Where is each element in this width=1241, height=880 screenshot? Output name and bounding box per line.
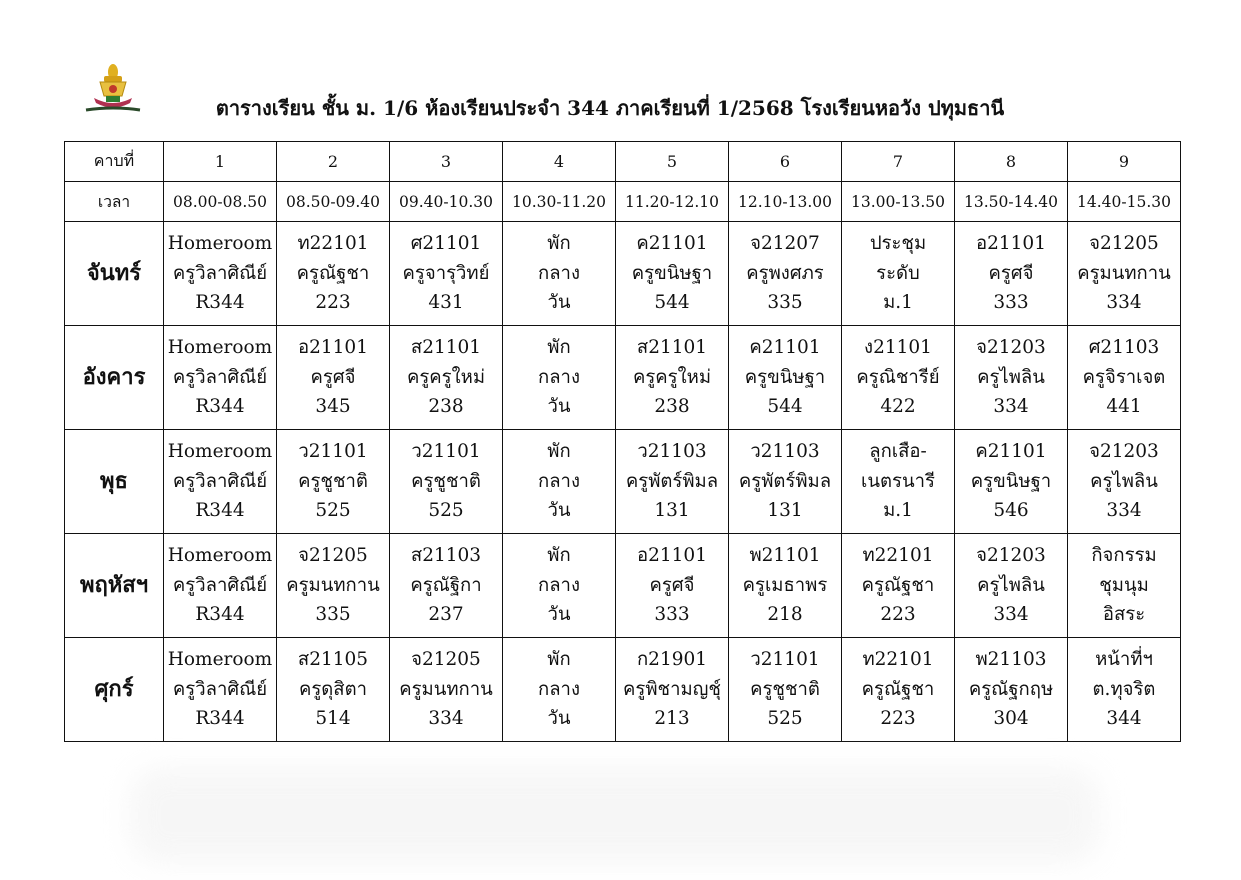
subject-line: ว21103 (750, 441, 820, 463)
teacher-line: ชุมนุม (1099, 574, 1149, 596)
day-name: จันทร์ (65, 222, 164, 326)
time-header-label: เวลา (65, 182, 164, 222)
subject-line: ง21101 (864, 337, 932, 359)
teacher-line: ครูไพลิน (1090, 470, 1158, 492)
teacher-line: กลาง (538, 678, 580, 700)
room-line: 238 (654, 396, 690, 418)
schedule-cell (1068, 326, 1181, 430)
subject-line: Homeroom (167, 649, 273, 671)
subject-line: ส21101 (636, 337, 708, 359)
time-slot: 09.40-10.30 (390, 182, 503, 222)
teacher-line: ระดับ (876, 262, 920, 284)
subject-line: ค21101 (636, 233, 708, 255)
subject-line: พัก (547, 545, 571, 567)
time-slot: 08.50-09.40 (277, 182, 390, 222)
subject-line: ว21101 (750, 649, 820, 671)
room-line: ม.1 (883, 500, 913, 522)
teacher-line: ครูวิลาศิณีย์ (172, 470, 268, 492)
subject-line: หน้าที่ฯ (1095, 649, 1153, 671)
period-number: 3 (390, 142, 503, 182)
schedule-cell (503, 534, 616, 638)
room-line: 334 (1106, 292, 1142, 314)
room-line: 131 (654, 500, 690, 522)
schedule-cell (616, 534, 729, 638)
schedule-cell (729, 326, 842, 430)
room-line: วัน (547, 500, 571, 522)
page-title: ตารางเรียน ชั้น ม. 1/6 ห้องเรียนประจำ 344 ภาคเรียนที่ 1/2568 โรงเรียนหอวัง ปทุมธานี (215, 96, 1005, 120)
time-slot: 13.00-13.50 (842, 182, 955, 222)
schedule-cell (955, 326, 1068, 430)
room-line: 304 (993, 708, 1029, 730)
subject-line: อ21101 (976, 233, 1046, 255)
room-line: 334 (428, 708, 464, 730)
subject-line: พัก (547, 441, 571, 463)
subject-line: ท22101 (862, 545, 934, 567)
teacher-line: ครูมนทกาน (399, 678, 493, 700)
teacher-line: ครูเมธาพร (742, 574, 828, 596)
schedule-cell (277, 638, 390, 742)
teacher-line: ครูศจี (310, 366, 356, 388)
teacher-line: ครูขนิษฐา (744, 366, 826, 388)
subject-line: ท22101 (297, 233, 369, 255)
teacher-line: กลาง (538, 366, 580, 388)
schedule-cell (164, 638, 277, 742)
subject-line: ค21101 (749, 337, 821, 359)
day-name: พุธ (65, 430, 164, 534)
teacher-line: ครูไพลิน (977, 574, 1045, 596)
subject-line: อ21101 (637, 545, 707, 567)
subject-line: Homeroom (167, 233, 273, 255)
subject-line: ศ21101 (410, 233, 482, 255)
teacher-line: ครูจิราเจต (1082, 366, 1166, 388)
room-line: 237 (428, 604, 464, 626)
day-row (65, 430, 1181, 534)
schedule-cell (842, 326, 955, 430)
schedule-cell (616, 430, 729, 534)
subject-line: Homeroom (167, 545, 273, 567)
room-line: 525 (315, 500, 351, 522)
period-number: 6 (729, 142, 842, 182)
teacher-line: ครูชูชาติ (298, 470, 368, 492)
teacher-line: ครูวิลาศิณีย์ (172, 574, 268, 596)
room-line: วัน (547, 292, 571, 314)
room-line: 333 (993, 292, 1029, 314)
teacher-line: ครูวิลาศิณีย์ (172, 678, 268, 700)
time-row (65, 182, 1181, 222)
room-line: 334 (993, 604, 1029, 626)
time-slot: 12.10-13.00 (729, 182, 842, 222)
time-slot: 11.20-12.10 (616, 182, 729, 222)
teacher-line: ครูศจี (988, 262, 1034, 284)
schedule-cell (164, 534, 277, 638)
subject-line: Homeroom (167, 337, 273, 359)
schedule-cell (1068, 638, 1181, 742)
subject-line: จ21205 (1089, 233, 1159, 255)
day-name: ศุกร์ (65, 638, 164, 742)
time-slot: 10.30-11.20 (503, 182, 616, 222)
day-row (65, 222, 1181, 326)
schedule-cell (842, 222, 955, 326)
room-line: 218 (767, 604, 803, 626)
schedule-cell (277, 326, 390, 430)
room-line: 223 (880, 708, 916, 730)
schedule-cell (164, 430, 277, 534)
room-line: 431 (428, 292, 464, 314)
schedule-cell (503, 430, 616, 534)
subject-line: พัก (547, 233, 571, 255)
period-number: 8 (955, 142, 1068, 182)
teacher-line: ครูจารุวิทย์ (402, 262, 490, 284)
period-number: 7 (842, 142, 955, 182)
subject-line: จ21207 (750, 233, 820, 255)
schedule-cell (842, 638, 955, 742)
room-line: อิสระ (1102, 604, 1146, 626)
period-number: 4 (503, 142, 616, 182)
teacher-line: ครูชูชาติ (411, 470, 481, 492)
teacher-line: ครูณัฐชา (861, 678, 935, 700)
teacher-line: กลาง (538, 470, 580, 492)
teacher-line: ครูพัตร์พิมล (625, 470, 719, 492)
room-line: 544 (767, 396, 803, 418)
room-line: วัน (547, 396, 571, 418)
subject-line: อ21101 (298, 337, 368, 359)
schedule-cell (729, 222, 842, 326)
schedule-cell (390, 326, 503, 430)
teacher-line: ครูดุสิตา (298, 678, 368, 700)
period-number: 2 (277, 142, 390, 182)
subject-line: ว21101 (411, 441, 481, 463)
school-emblem-icon (80, 62, 146, 118)
room-line: 525 (428, 500, 464, 522)
schedule-cell (955, 430, 1068, 534)
subject-line: จ21203 (976, 545, 1046, 567)
room-line: 131 (767, 500, 803, 522)
subject-line: จ21203 (1089, 441, 1159, 463)
room-line: 223 (315, 292, 351, 314)
room-line: 223 (880, 604, 916, 626)
room-line: 238 (428, 396, 464, 418)
schedule-cell (390, 222, 503, 326)
schedule-cell (390, 430, 503, 534)
day-row (65, 326, 1181, 430)
teacher-line: ครูชูชาติ (750, 678, 820, 700)
teacher-line: ครูณัฐชา (861, 574, 935, 596)
subject-line: ลูกเสือ- (869, 441, 927, 463)
subject-line: ก21901 (636, 649, 708, 671)
period-header-row (65, 142, 1181, 182)
room-line: 335 (315, 604, 351, 626)
teacher-line: กลาง (538, 574, 580, 596)
time-slot: 14.40-15.30 (1068, 182, 1181, 222)
room-line: 344 (1106, 708, 1142, 730)
schedule-cell (277, 430, 390, 534)
teacher-line: ครูพงศภร (746, 262, 824, 284)
time-slot: 13.50-14.40 (955, 182, 1068, 222)
scan-shadow (130, 768, 1100, 863)
subject-line: ค21101 (975, 441, 1047, 463)
schedule-cell (1068, 222, 1181, 326)
teacher-line: ครูครูใหม่ (406, 366, 486, 388)
schedule-cell (390, 534, 503, 638)
day-row (65, 534, 1181, 638)
room-line: 335 (767, 292, 803, 314)
room-line: R344 (195, 500, 245, 522)
room-line: 334 (993, 396, 1029, 418)
time-slot: 08.00-08.50 (164, 182, 277, 222)
schedule-cell (164, 326, 277, 430)
schedule-cell (503, 638, 616, 742)
teacher-line: ครูศจี (649, 574, 695, 596)
room-line: ม.1 (883, 292, 913, 314)
teacher-line: ครูไพลิน (977, 366, 1045, 388)
teacher-line: ครูณัฐกฤษ (968, 678, 1054, 700)
schedule-cell (503, 222, 616, 326)
period-header-label: คาบที่ (65, 142, 164, 182)
schedule-cell (729, 430, 842, 534)
room-line: 333 (654, 604, 690, 626)
schedule-cell (164, 222, 277, 326)
period-number: 9 (1068, 142, 1181, 182)
room-line: R344 (195, 396, 245, 418)
subject-line: ส21101 (410, 337, 482, 359)
teacher-line: ครูวิลาศิณีย์ (172, 262, 268, 284)
teacher-line: กลาง (538, 262, 580, 284)
teacher-line: ครูมนทกาน (1077, 262, 1171, 284)
schedule-cell (955, 638, 1068, 742)
day-name: พฤหัสฯ (65, 534, 164, 638)
teacher-line: ครูวิลาศิณีย์ (172, 366, 268, 388)
room-line: 213 (654, 708, 690, 730)
subject-line: กิจกรรม (1091, 545, 1157, 567)
subject-line: ว21103 (637, 441, 707, 463)
timetable (64, 141, 1181, 742)
teacher-line: ครูขนิษฐา (970, 470, 1052, 492)
room-line: 441 (1106, 396, 1142, 418)
schedule-cell (955, 222, 1068, 326)
teacher-line: ครูณิชารีย์ (856, 366, 940, 388)
subject-line: พ21101 (749, 545, 821, 567)
schedule-cell (842, 534, 955, 638)
room-line: 422 (880, 396, 916, 418)
schedule-cell (955, 534, 1068, 638)
subject-line: จ21203 (976, 337, 1046, 359)
schedule-cell (277, 222, 390, 326)
teacher-line: ต.ทุจริต (1092, 678, 1156, 700)
schedule-cell (390, 638, 503, 742)
schedule-cell (616, 326, 729, 430)
room-line: R344 (195, 292, 245, 314)
schedule-cell (1068, 534, 1181, 638)
subject-line: จ21205 (298, 545, 368, 567)
subject-line: ว21101 (298, 441, 368, 463)
schedule-cell (1068, 430, 1181, 534)
teacher-line: ครูพิชามญชุ์ (623, 678, 721, 700)
subject-line: ส21103 (410, 545, 482, 567)
room-line: R344 (195, 604, 245, 626)
subject-line: ประชุม (869, 233, 927, 255)
schedule-cell (503, 326, 616, 430)
room-line: 546 (993, 500, 1029, 522)
schedule-cell (729, 638, 842, 742)
room-line: 544 (654, 292, 690, 314)
subject-line: จ21205 (411, 649, 481, 671)
subject-line: ศ21103 (1088, 337, 1160, 359)
period-number: 1 (164, 142, 277, 182)
teacher-line: ครูครูใหม่ (632, 366, 712, 388)
teacher-line: ครูมนทกาน (286, 574, 380, 596)
period-number: 5 (616, 142, 729, 182)
room-line: วัน (547, 604, 571, 626)
subject-line: พัก (547, 337, 571, 359)
subject-line: พัก (547, 649, 571, 671)
day-name: อังคาร (65, 326, 164, 430)
subject-line: พ21103 (975, 649, 1047, 671)
room-line: 334 (1106, 500, 1142, 522)
subject-line: Homeroom (167, 441, 273, 463)
subject-line: ส21105 (297, 649, 369, 671)
room-line: 514 (315, 708, 351, 730)
room-line: 525 (767, 708, 803, 730)
room-line: วัน (547, 708, 571, 730)
schedule-cell (277, 534, 390, 638)
schedule-cell (842, 430, 955, 534)
schedule-cell (616, 638, 729, 742)
teacher-line: ครูขนิษฐา (631, 262, 713, 284)
teacher-line: ครูณัฐิกา (410, 574, 482, 596)
subject-line: ท22101 (862, 649, 934, 671)
teacher-line: ครูณัฐชา (296, 262, 370, 284)
teacher-line: ครูพัตร์พิมล (738, 470, 832, 492)
room-line: R344 (195, 708, 245, 730)
room-line: 345 (315, 396, 351, 418)
schedule-cell (729, 534, 842, 638)
teacher-line: เนตรนารี (861, 470, 935, 492)
day-row (65, 638, 1181, 742)
schedule-cell (616, 222, 729, 326)
